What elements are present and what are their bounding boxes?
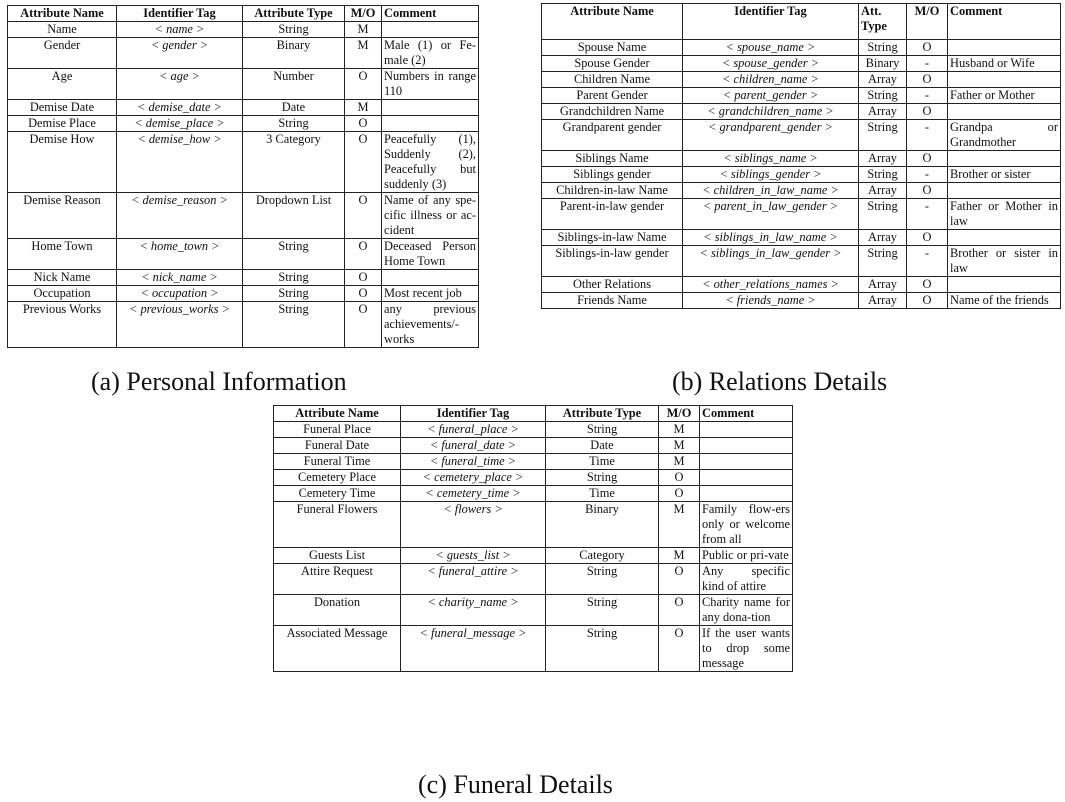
comment-cell: Most recent job <box>382 286 479 302</box>
identifier-tag-cell: < spouse_gender > <box>683 56 859 72</box>
table-row <box>542 120 1061 151</box>
attribute-name-cell: Attire Request <box>274 564 401 595</box>
attribute-type-cell: Array <box>859 72 907 88</box>
attribute-type-cell: 3 Category <box>243 132 345 193</box>
comment-cell: Brother or sister <box>948 167 1061 183</box>
funeral-details-table <box>273 405 793 672</box>
attribute-type-cell: String <box>243 286 345 302</box>
comment-cell <box>700 438 793 454</box>
table-row <box>274 422 793 438</box>
table-row <box>8 286 479 302</box>
identifier-tag-cell: < previous_works > <box>117 302 243 348</box>
comment-cell <box>948 72 1061 88</box>
header-comment: Comment <box>948 4 1061 40</box>
mo-cell: O <box>345 302 382 348</box>
comment-cell: If the user wants to drop some message <box>700 626 793 672</box>
table-row <box>274 595 793 626</box>
identifier-tag-cell: < age > <box>117 69 243 100</box>
attribute-name-cell: Parent Gender <box>542 88 683 104</box>
table-row <box>274 470 793 486</box>
attribute-type-cell: String <box>243 22 345 38</box>
table-header-row <box>8 6 479 22</box>
attribute-name-cell: Demise How <box>8 132 117 193</box>
mo-cell: O <box>659 564 700 595</box>
header-identifier-tag: Identifier Tag <box>683 4 859 40</box>
attribute-type-cell: String <box>859 88 907 104</box>
attribute-type-cell: Category <box>546 548 659 564</box>
comment-cell: Husband or Wife <box>948 56 1061 72</box>
identifier-tag-cell: < other_relations_names > <box>683 277 859 293</box>
identifier-tag-cell: < parent_in_law_gender > <box>683 199 859 230</box>
header-mo: M/O <box>659 406 700 422</box>
mo-cell: M <box>659 422 700 438</box>
header-attribute-name: Attribute Name <box>542 4 683 40</box>
header-identifier-tag: Identifier Tag <box>117 6 243 22</box>
attribute-name-cell: Gender <box>8 38 117 69</box>
personal-information-table <box>7 5 479 348</box>
header-comment: Comment <box>382 6 479 22</box>
table-row <box>274 548 793 564</box>
mo-cell: O <box>345 116 382 132</box>
mo-cell: O <box>345 193 382 239</box>
attribute-type-cell: Array <box>859 183 907 199</box>
comment-cell: Grandpa or Grandmother <box>948 120 1061 151</box>
comment-cell: Peacefully (1), Suddenly (2), Peacefully but suddenly (3) <box>382 132 479 193</box>
mo-cell: O <box>659 470 700 486</box>
identifier-tag-cell: < children_in_law_name > <box>683 183 859 199</box>
comment-cell: Family flow-ers only or welcome from all <box>700 502 793 548</box>
attribute-name-cell: Donation <box>274 595 401 626</box>
table-row <box>542 277 1061 293</box>
attribute-name-cell: Spouse Gender <box>542 56 683 72</box>
comment-cell <box>948 183 1061 199</box>
table-row <box>8 22 479 38</box>
funeral-table-body <box>274 422 793 672</box>
table-row <box>542 167 1061 183</box>
identifier-tag-cell: < children_name > <box>683 72 859 88</box>
attribute-type-cell: Array <box>859 277 907 293</box>
identifier-tag-cell: < demise_place > <box>117 116 243 132</box>
comment-cell: Male (1) or Fe-male (2) <box>382 38 479 69</box>
attribute-name-cell: Age <box>8 69 117 100</box>
header-attribute-name: Attribute Name <box>274 406 401 422</box>
table-header-row <box>274 406 793 422</box>
caption-relations-details: (b) Relations Details <box>672 367 888 396</box>
identifier-tag-cell: < funeral_time > <box>401 454 546 470</box>
table-header-row <box>542 4 1061 40</box>
mo-cell: - <box>907 120 948 151</box>
table-row <box>8 100 479 116</box>
table-row <box>8 239 479 270</box>
comment-cell: any previous achievements/-works <box>382 302 479 348</box>
attribute-type-cell: String <box>859 120 907 151</box>
mo-cell: M <box>659 502 700 548</box>
attribute-type-cell: String <box>243 239 345 270</box>
identifier-tag-cell: < siblings_name > <box>683 151 859 167</box>
mo-cell: O <box>659 626 700 672</box>
attribute-type-cell: String <box>243 116 345 132</box>
attribute-name-cell: Spouse Name <box>542 40 683 56</box>
attribute-type-cell: String <box>859 40 907 56</box>
caption-funeral-details: (c) Funeral Details <box>418 770 613 799</box>
identifier-tag-cell: < demise_how > <box>117 132 243 193</box>
attribute-name-cell: Demise Place <box>8 116 117 132</box>
table-row <box>274 502 793 548</box>
comment-cell: Father or Mother <box>948 88 1061 104</box>
identifier-tag-cell: < gender > <box>117 38 243 69</box>
attribute-type-cell: String <box>243 302 345 348</box>
mo-cell: O <box>907 230 948 246</box>
attribute-type-cell: String <box>546 470 659 486</box>
attribute-type-cell: Time <box>546 486 659 502</box>
identifier-tag-cell: < parent_gender > <box>683 88 859 104</box>
comment-cell <box>382 270 479 286</box>
comment-cell <box>700 422 793 438</box>
table-row <box>8 193 479 239</box>
caption-personal-information: (a) Personal Information <box>91 367 347 396</box>
mo-cell: O <box>907 183 948 199</box>
attribute-name-cell: Home Town <box>8 239 117 270</box>
attribute-name-cell: Children Name <box>542 72 683 88</box>
attribute-name-cell: Friends Name <box>542 293 683 309</box>
table-row <box>8 38 479 69</box>
attribute-name-cell: Previous Works <box>8 302 117 348</box>
table-row <box>542 183 1061 199</box>
attribute-name-cell: Parent-in-law gender <box>542 199 683 230</box>
header-attribute-type: Attribute Type <box>243 6 345 22</box>
table-row <box>274 438 793 454</box>
mo-cell: - <box>907 56 948 72</box>
mo-cell: O <box>659 595 700 626</box>
mo-cell: O <box>345 69 382 100</box>
attribute-name-cell: Cemetery Time <box>274 486 401 502</box>
comment-cell: Father or Mother in law <box>948 199 1061 230</box>
mo-cell: O <box>345 239 382 270</box>
identifier-tag-cell: < occupation > <box>117 286 243 302</box>
attribute-name-cell: Siblings-in-law gender <box>542 246 683 277</box>
attribute-name-cell: Funeral Date <box>274 438 401 454</box>
identifier-tag-cell: < siblings_gender > <box>683 167 859 183</box>
comment-cell: Any specific kind of attire <box>700 564 793 595</box>
table-row <box>8 302 479 348</box>
comment-cell <box>700 454 793 470</box>
mo-cell: O <box>907 277 948 293</box>
mo-cell: O <box>907 293 948 309</box>
table-row <box>8 132 479 193</box>
comment-cell <box>948 230 1061 246</box>
identifier-tag-cell: < name > <box>117 22 243 38</box>
comment-cell <box>948 40 1061 56</box>
comment-cell <box>700 486 793 502</box>
attribute-name-cell: Siblings gender <box>542 167 683 183</box>
header-mo: M/O <box>907 4 948 40</box>
identifier-tag-cell: < siblings_in_law_name > <box>683 230 859 246</box>
comment-cell: Name of the friends <box>948 293 1061 309</box>
attribute-type-cell: String <box>859 199 907 230</box>
attribute-name-cell: Grandparent gender <box>542 120 683 151</box>
mo-cell: M <box>345 38 382 69</box>
mo-cell: M <box>345 22 382 38</box>
attribute-type-cell: String <box>859 246 907 277</box>
attribute-name-cell: Name <box>8 22 117 38</box>
mo-cell: M <box>659 454 700 470</box>
identifier-tag-cell: < funeral_place > <box>401 422 546 438</box>
table-row <box>542 88 1061 104</box>
identifier-tag-cell: < demise_reason > <box>117 193 243 239</box>
relations-table-body <box>542 40 1061 309</box>
mo-cell: O <box>345 132 382 193</box>
identifier-tag-cell: < nick_name > <box>117 270 243 286</box>
attribute-name-cell: Funeral Flowers <box>274 502 401 548</box>
relations-details-table <box>541 3 1061 309</box>
attribute-name-cell: Children-in-law Name <box>542 183 683 199</box>
attribute-name-cell: Demise Date <box>8 100 117 116</box>
comment-cell: Deceased Person Home Town <box>382 239 479 270</box>
table-row <box>542 104 1061 120</box>
comment-cell: Name of any spe-cific illness or ac-cident <box>382 193 479 239</box>
mo-cell: O <box>659 486 700 502</box>
attribute-name-cell: Funeral Place <box>274 422 401 438</box>
attribute-type-cell: Dropdown List <box>243 193 345 239</box>
identifier-tag-cell: < siblings_in_law_gender > <box>683 246 859 277</box>
identifier-tag-cell: < cemetery_time > <box>401 486 546 502</box>
identifier-tag-cell: < guests_list > <box>401 548 546 564</box>
identifier-tag-cell: < home_town > <box>117 239 243 270</box>
attribute-name-cell: Grandchildren Name <box>542 104 683 120</box>
attribute-type-cell: Array <box>859 151 907 167</box>
attribute-type-cell: Date <box>243 100 345 116</box>
comment-cell <box>700 470 793 486</box>
attribute-type-cell: Time <box>546 454 659 470</box>
comment-cell <box>382 116 479 132</box>
attribute-name-cell: Siblings-in-law Name <box>542 230 683 246</box>
comment-cell: Public or pri-vate <box>700 548 793 564</box>
mo-cell: O <box>907 151 948 167</box>
table-row <box>274 564 793 595</box>
attribute-name-cell: Other Relations <box>542 277 683 293</box>
identifier-tag-cell: < demise_date > <box>117 100 243 116</box>
identifier-tag-cell: < funeral_message > <box>401 626 546 672</box>
mo-cell: - <box>907 88 948 104</box>
attribute-type-cell: String <box>546 564 659 595</box>
header-identifier-tag: Identifier Tag <box>401 406 546 422</box>
comment-cell <box>382 100 479 116</box>
header-attribute-type: Att. Type <box>859 4 907 40</box>
header-attribute-type: Attribute Type <box>546 406 659 422</box>
comment-cell <box>948 104 1061 120</box>
attribute-type-cell: Binary <box>859 56 907 72</box>
identifier-tag-cell: < funeral_attire > <box>401 564 546 595</box>
mo-cell: - <box>907 167 948 183</box>
attribute-type-cell: Binary <box>243 38 345 69</box>
comment-cell <box>382 22 479 38</box>
mo-cell: O <box>907 72 948 88</box>
table-row <box>542 293 1061 309</box>
table-row <box>542 56 1061 72</box>
attribute-name-cell: Funeral Time <box>274 454 401 470</box>
attribute-type-cell: String <box>546 595 659 626</box>
table-row <box>542 72 1061 88</box>
comment-cell: Brother or sister in law <box>948 246 1061 277</box>
table-row <box>8 116 479 132</box>
attribute-type-cell: String <box>546 422 659 438</box>
comment-cell <box>948 277 1061 293</box>
attribute-name-cell: Nick Name <box>8 270 117 286</box>
attribute-name-cell: Associated Message <box>274 626 401 672</box>
attribute-type-cell: String <box>859 167 907 183</box>
attribute-name-cell: Cemetery Place <box>274 470 401 486</box>
attribute-type-cell: Number <box>243 69 345 100</box>
mo-cell: O <box>907 104 948 120</box>
comment-cell: Numbers in range 110 <box>382 69 479 100</box>
table-row <box>274 486 793 502</box>
header-mo: M/O <box>345 6 382 22</box>
identifier-tag-cell: < charity_name > <box>401 595 546 626</box>
attribute-name-cell: Occupation <box>8 286 117 302</box>
table-row <box>8 270 479 286</box>
attribute-type-cell: Binary <box>546 502 659 548</box>
table-row <box>274 626 793 672</box>
identifier-tag-cell: < grandchildren_name > <box>683 104 859 120</box>
mo-cell: - <box>907 199 948 230</box>
table-row <box>8 69 479 100</box>
attribute-name-cell: Demise Reason <box>8 193 117 239</box>
identifier-tag-cell: < cemetery_place > <box>401 470 546 486</box>
identifier-tag-cell: < funeral_date > <box>401 438 546 454</box>
mo-cell: O <box>345 270 382 286</box>
table-row <box>542 246 1061 277</box>
mo-cell: O <box>345 286 382 302</box>
header-attribute-name: Attribute Name <box>8 6 117 22</box>
mo-cell: M <box>659 548 700 564</box>
attribute-type-cell: String <box>243 270 345 286</box>
identifier-tag-cell: < friends_name > <box>683 293 859 309</box>
header-comment: Comment <box>700 406 793 422</box>
table-row <box>542 199 1061 230</box>
attribute-name-cell: Guests List <box>274 548 401 564</box>
attribute-type-cell: Date <box>546 438 659 454</box>
identifier-tag-cell: < flowers > <box>401 502 546 548</box>
table-row <box>274 454 793 470</box>
identifier-tag-cell: < spouse_name > <box>683 40 859 56</box>
comment-cell: Charity name for any dona-tion <box>700 595 793 626</box>
attribute-type-cell: Array <box>859 104 907 120</box>
table-row <box>542 40 1061 56</box>
attribute-type-cell: Array <box>859 230 907 246</box>
table-row <box>542 151 1061 167</box>
mo-cell: M <box>345 100 382 116</box>
identifier-tag-cell: < grandparent_gender > <box>683 120 859 151</box>
mo-cell: M <box>659 438 700 454</box>
attribute-type-cell: String <box>546 626 659 672</box>
attribute-type-cell: Array <box>859 293 907 309</box>
personal-table-body <box>8 22 479 348</box>
mo-cell: - <box>907 246 948 277</box>
comment-cell <box>948 151 1061 167</box>
attribute-name-cell: Siblings Name <box>542 151 683 167</box>
table-row <box>542 230 1061 246</box>
mo-cell: O <box>907 40 948 56</box>
